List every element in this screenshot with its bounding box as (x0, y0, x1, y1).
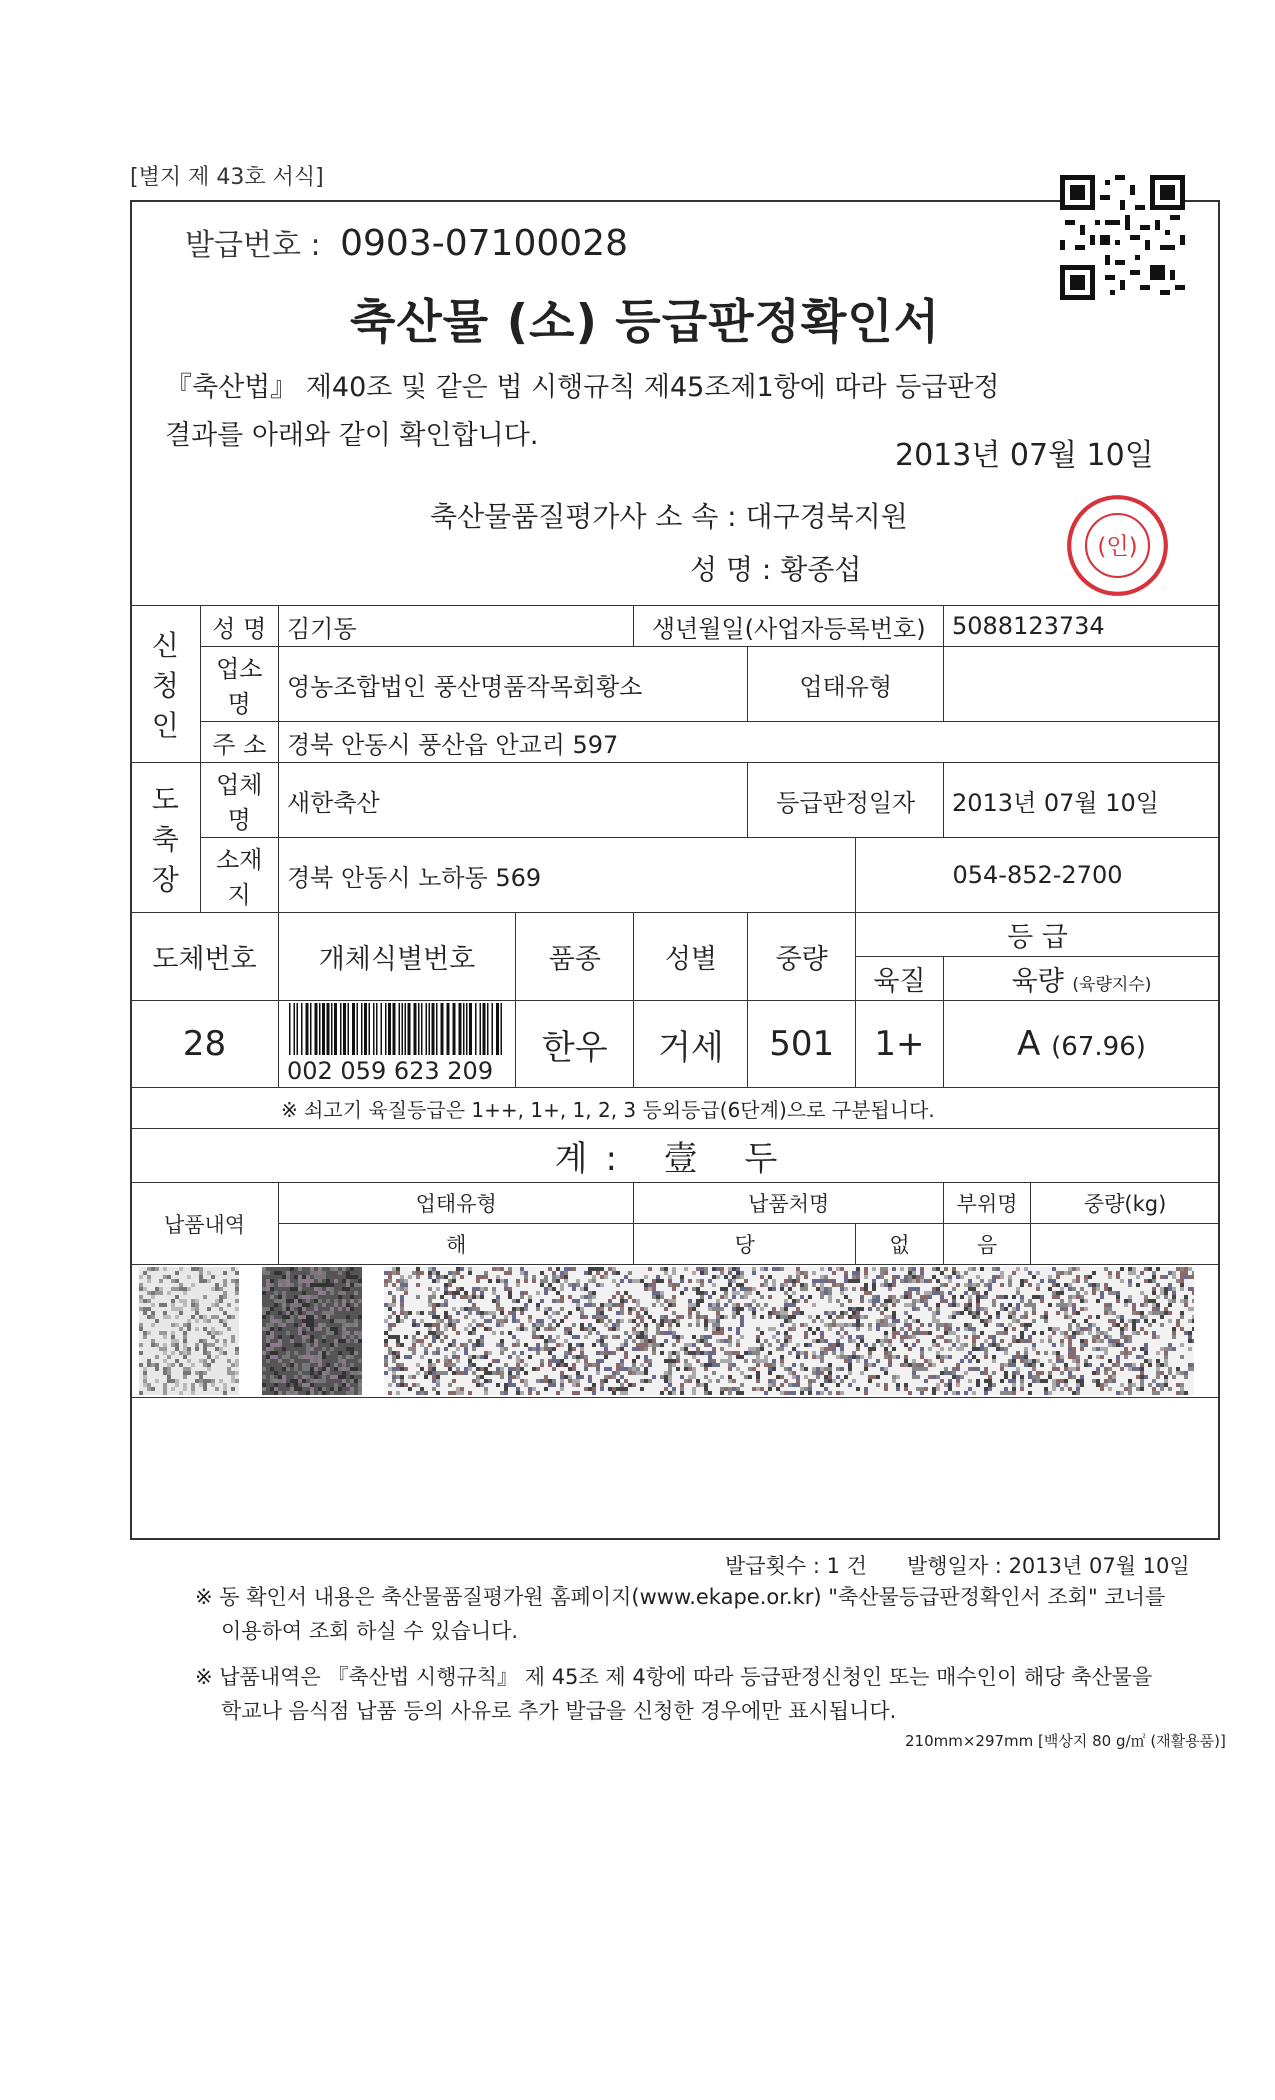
shipment-dest-value-2: 없 (855, 1224, 943, 1265)
grading-date: 2013년 07월 10일 (943, 763, 1219, 838)
id-no-cell (278, 1001, 515, 1088)
shipment-section-label: 납품내역 (131, 1183, 279, 1265)
business-type (943, 647, 1219, 722)
location-label: 소재지 (200, 838, 278, 913)
applicant-row-1 (131, 606, 1220, 647)
grade-note-row (131, 1088, 1220, 1129)
yield-header-label: 육량 (1011, 966, 1064, 997)
seal-text: (인) (1097, 533, 1138, 560)
slaughter-row-1 (131, 763, 1220, 838)
yield-header (943, 957, 1219, 1001)
confirm-date: 2013년 07월 10일 (895, 438, 1154, 473)
footnote-2 (195, 1660, 1255, 1728)
shipment-header-row (131, 1183, 1220, 1224)
grader-org-label: 축산물품질평가사 소 속 : (430, 500, 737, 533)
carcass-no-value: 28 (131, 1001, 279, 1088)
business-label: 업소명 (200, 647, 278, 722)
phone-value: 054-852-2700 (855, 838, 1219, 913)
footnote-1-line1: ※ 동 확인서 내용은 축산물품질평가원 홈페이지(www.ekape.or.kr) "축산물등급판정확인서 조회" 코너를 (195, 1585, 1166, 1609)
security-pattern-cell (131, 1265, 1220, 1398)
paper-spec: 210mm×297mm [백상지 80 g/㎡ (재활용품)] (905, 1732, 1226, 1750)
location-value: 경북 안동시 노하동 569 (278, 838, 855, 913)
grid-header-row (131, 913, 1220, 957)
security-pattern-icon (262, 1267, 362, 1395)
id-no-header: 개체식별번호 (278, 913, 515, 1001)
slaughter-section-label: 도축장 (131, 763, 201, 913)
issue-number (185, 220, 628, 264)
shipment-type-header: 업태유형 (278, 1183, 634, 1224)
issue-number-label: 발급번호 : (185, 228, 321, 263)
grade-header: 등 급 (855, 913, 1219, 957)
address-value: 경북 안동시 풍산읍 안교리 597 (278, 722, 1219, 763)
applicant-row-3 (131, 722, 1220, 763)
form-tag: [별지 제 43호 서식] (130, 165, 324, 190)
issue-number-value: 0903-07100028 (340, 223, 628, 264)
grader-name-label: 성 명 : (690, 553, 772, 586)
issue-count: 발급횟수 : 1 건 (725, 1554, 867, 1578)
applicant-row-2 (131, 647, 1220, 722)
breed-value: 한우 (515, 1001, 634, 1088)
breed-header: 품종 (515, 913, 634, 1001)
footnote-1 (195, 1580, 1255, 1648)
yield-index: (67.96) (1051, 1032, 1146, 1062)
grader-org (430, 495, 908, 535)
shipment-dest-value-1: 당 (634, 1224, 856, 1265)
issue-date: 2013년 07월 10일 (1008, 1554, 1190, 1578)
official-seal-icon (1065, 493, 1170, 598)
footnote-2-line1: ※ 납품내역은 『축산법 시행규칙』 제 45조 제 4항에 따라 등급판정신청인 또는 매수인이 해당 축산물을 (195, 1665, 1153, 1689)
weight-header: 중량 (748, 913, 856, 1001)
document-title: 축산물 (소) 등급판정확인서 (350, 295, 941, 350)
grading-date-label: 등급판정일자 (748, 763, 944, 838)
grader-name-value: 황종섭 (780, 553, 862, 586)
shipment-data-row (131, 1224, 1220, 1265)
id-no-value: 002 059 623 209 (286, 1057, 494, 1085)
total-row (131, 1129, 1220, 1183)
shipment-part-value: 음 (943, 1224, 1030, 1265)
barcode-icon (287, 1003, 507, 1055)
quality-header: 육질 (855, 957, 943, 1001)
quality-value: 1+ (855, 1001, 943, 1088)
security-pattern-icon (139, 1267, 239, 1395)
carcass-no-header: 도체번호 (131, 913, 279, 1001)
issue-date-label: 발행일자 : (906, 1554, 1002, 1578)
grade-note: ※ 쇠고기 육질등급은 1++, 1+, 1, 2, 3 등외등급(6단계)으로 구분됩니다. (131, 1088, 1220, 1129)
total-count: 계: 壹 두 (131, 1129, 1220, 1183)
issue-footer (725, 1550, 1190, 1580)
grid-data-row (131, 1001, 1220, 1088)
footnote-1-line2: 이용하여 조회 하실 수 있습니다. (221, 1619, 519, 1643)
birth-value: 5088123734 (943, 606, 1219, 647)
slaughter-row-2 (131, 838, 1220, 913)
address-label: 주 소 (200, 722, 278, 763)
slaughter-name: 새한축산 (278, 763, 747, 838)
sex-value: 거세 (634, 1001, 748, 1088)
business-type-label: 업태유형 (748, 647, 944, 722)
lead-text-line2: 결과를 아래와 같이 확인합니다. (165, 420, 539, 451)
shipment-type-value: 해 (278, 1224, 634, 1265)
qr-code-icon (1060, 175, 1185, 300)
shipment-weight-value (1031, 1224, 1220, 1265)
grader-org-value: 대구경북지원 (745, 500, 908, 533)
security-pattern-icon (384, 1267, 1194, 1395)
business-name: 영농조합법인 풍산명품작목회황소 (278, 647, 747, 722)
yield-grade: A (1017, 1024, 1041, 1064)
applicant-section-label: 신청인 (131, 606, 201, 763)
shipment-dest-header: 납품처명 (634, 1183, 944, 1224)
certificate-table (130, 605, 1220, 1398)
applicant-name: 김기동 (278, 606, 634, 647)
yield-index-header: (육량지수) (1072, 975, 1152, 995)
footnote-2-line2: 학교나 음식점 납품 등의 사유로 추가 발급을 신청한 경우에만 표시됩니다. (221, 1699, 897, 1723)
weight-value: 501 (748, 1001, 856, 1088)
shipment-part-header: 부위명 (943, 1183, 1030, 1224)
shipment-weight-header: 중량(kg) (1031, 1183, 1220, 1224)
applicant-name-label: 성 명 (200, 606, 278, 647)
lead-text-line1: 『축산법』 제40조 및 같은 법 시행규칙 제45조제1항에 따라 등급판정 (165, 372, 1000, 403)
security-pattern-row (131, 1265, 1220, 1398)
yield-value (943, 1001, 1219, 1088)
grader-name (690, 548, 861, 588)
sex-header: 성별 (634, 913, 748, 1001)
birth-label: 생년월일(사업자등록번호) (634, 606, 944, 647)
slaughter-name-label: 업체명 (200, 763, 278, 838)
